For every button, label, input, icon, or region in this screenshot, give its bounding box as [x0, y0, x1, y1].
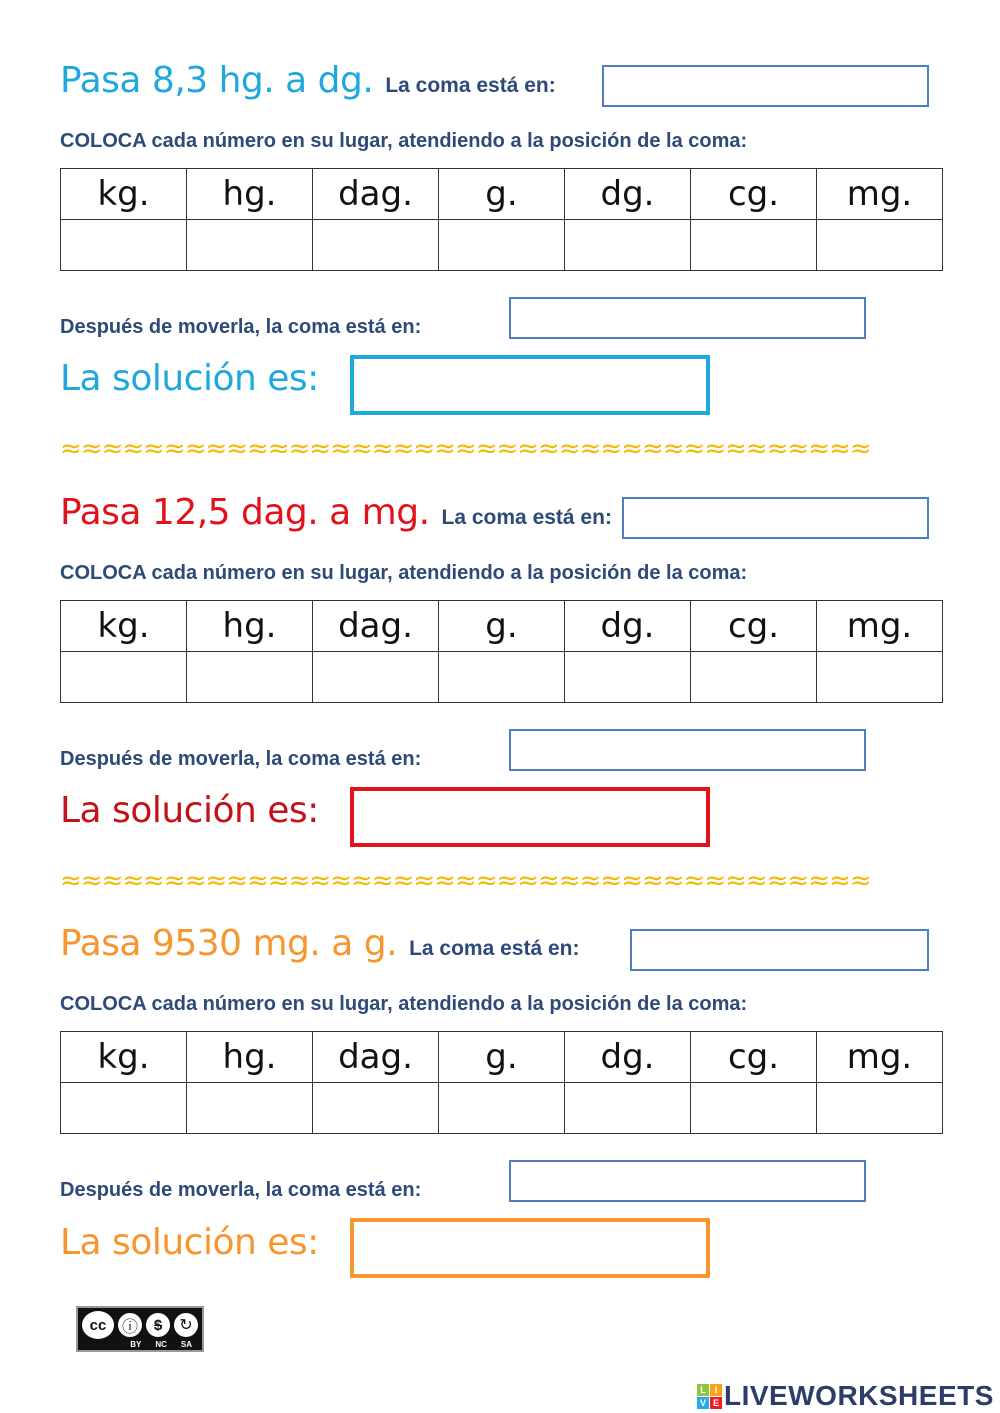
unit-dg: dg.	[565, 601, 691, 652]
instruction-bold: COLOCA	[60, 130, 146, 152]
solution-input[interactable]	[350, 355, 710, 415]
instruction-rest: cada número en su lugar, atendiendo a la posición de la coma:	[145, 993, 748, 1015]
instruction-bold: COLOCA	[60, 562, 146, 584]
solution-input[interactable]	[350, 787, 710, 847]
units-table	[60, 168, 943, 271]
digit-input-dg[interactable]	[565, 220, 691, 271]
digit-input-mg[interactable]	[817, 652, 943, 703]
solution-label: La solución es:	[60, 790, 319, 831]
logo-tile-v: V	[697, 1397, 709, 1409]
units-header-row	[61, 601, 943, 652]
digit-input-dag[interactable]	[313, 220, 439, 271]
digit-input-cg[interactable]	[691, 220, 817, 271]
attribution-icon: ⓘ	[118, 1313, 142, 1337]
digit-input-dg[interactable]	[565, 1083, 691, 1134]
cc-license-badge	[76, 1306, 204, 1352]
unit-mg: mg.	[817, 1032, 943, 1083]
digit-input-mg[interactable]	[817, 1083, 943, 1134]
instruction	[60, 993, 747, 1016]
solution-label: La solución es:	[60, 358, 319, 399]
after-move-input[interactable]	[509, 297, 866, 339]
instruction	[60, 562, 747, 585]
coma-position-input[interactable]	[622, 497, 929, 539]
exercise-title: Pasa 8,3 hg. a dg.	[60, 60, 374, 101]
digit-input-kg[interactable]	[61, 220, 187, 271]
digit-input-g[interactable]	[439, 220, 565, 271]
instruction-rest: cada número en su lugar, atendiendo a la posición de la coma:	[145, 562, 748, 584]
unit-hg: hg.	[187, 1032, 313, 1083]
cc-labels	[78, 1340, 202, 1349]
liveworksheets-logo-icon	[697, 1384, 722, 1409]
solution-label: La solución es:	[60, 1222, 319, 1263]
section-1-title	[60, 60, 556, 101]
sharealike-icon: ↻	[174, 1313, 198, 1337]
unit-g: g.	[439, 601, 565, 652]
cc-label-nc: NC	[155, 1340, 167, 1349]
unit-g: g.	[439, 1032, 565, 1083]
coma-position-input[interactable]	[602, 65, 929, 107]
solution-input[interactable]	[350, 1218, 710, 1278]
units-table	[60, 600, 943, 703]
cc-icon: cc	[82, 1311, 114, 1339]
exercise-title: Pasa 9530 mg. a g.	[60, 923, 398, 964]
digit-input-row	[61, 652, 943, 703]
digit-input-row	[61, 1083, 943, 1134]
after-move-label: Después de moverla, la coma está en:	[60, 316, 422, 338]
liveworksheets-brand[interactable]	[697, 1380, 994, 1412]
digit-input-kg[interactable]	[61, 1083, 187, 1134]
coma-label: La coma está en:	[409, 937, 580, 960]
exercise-title: Pasa 12,5 dag. a mg.	[60, 492, 430, 533]
digit-input-hg[interactable]	[187, 220, 313, 271]
after-move-input[interactable]	[509, 1160, 866, 1202]
unit-cg: cg.	[691, 601, 817, 652]
unit-dg: dg.	[565, 169, 691, 220]
logo-tile-i: I	[710, 1384, 722, 1396]
digit-input-dg[interactable]	[565, 652, 691, 703]
instruction-rest: cada número en su lugar, atendiendo a la posición de la coma:	[145, 130, 748, 152]
brand-name: LIVEWORKSHEETS	[724, 1380, 994, 1411]
separator: ≈≈≈≈≈≈≈≈≈≈≈≈≈≈≈≈≈≈≈≈≈≈≈≈≈≈≈≈≈≈≈≈≈≈≈≈≈≈≈	[60, 866, 871, 896]
unit-dg: dg.	[565, 1032, 691, 1083]
cc-label-by: BY	[130, 1340, 142, 1349]
after-move-label: Después de moverla, la coma está en:	[60, 748, 422, 770]
unit-g: g.	[439, 169, 565, 220]
digit-input-dag[interactable]	[313, 1083, 439, 1134]
unit-kg: kg.	[61, 601, 187, 652]
cc-label-sa: SA	[180, 1340, 192, 1349]
section-2-title	[60, 492, 612, 533]
digit-input-cg[interactable]	[691, 652, 817, 703]
unit-hg: hg.	[187, 169, 313, 220]
digit-input-g[interactable]	[439, 1083, 565, 1134]
unit-cg: cg.	[691, 169, 817, 220]
logo-tile-l: L	[697, 1384, 709, 1396]
units-header-row	[61, 169, 943, 220]
digit-input-kg[interactable]	[61, 652, 187, 703]
unit-kg: kg.	[61, 169, 187, 220]
separator: ≈≈≈≈≈≈≈≈≈≈≈≈≈≈≈≈≈≈≈≈≈≈≈≈≈≈≈≈≈≈≈≈≈≈≈≈≈≈≈	[60, 434, 871, 464]
unit-kg: kg.	[61, 1032, 187, 1083]
coma-label: La coma está en:	[385, 74, 556, 97]
unit-dag: dag.	[313, 601, 439, 652]
cc-symbols	[78, 1308, 202, 1339]
digit-input-mg[interactable]	[817, 220, 943, 271]
unit-hg: hg.	[187, 601, 313, 652]
units-table	[60, 1031, 943, 1134]
coma-label: La coma está en:	[441, 506, 612, 529]
unit-cg: cg.	[691, 1032, 817, 1083]
logo-tile-e: E	[710, 1397, 722, 1409]
instruction-bold: COLOCA	[60, 993, 146, 1015]
instruction	[60, 130, 747, 153]
unit-dag: dag.	[313, 1032, 439, 1083]
digit-input-dag[interactable]	[313, 652, 439, 703]
noncommercial-icon: $	[146, 1313, 170, 1337]
digit-input-g[interactable]	[439, 652, 565, 703]
after-move-label: Después de moverla, la coma está en:	[60, 1179, 422, 1201]
digit-input-hg[interactable]	[187, 652, 313, 703]
digit-input-hg[interactable]	[187, 1083, 313, 1134]
after-move-input[interactable]	[509, 729, 866, 771]
unit-mg: mg.	[817, 169, 943, 220]
digit-input-row	[61, 220, 943, 271]
coma-position-input[interactable]	[630, 929, 929, 971]
unit-mg: mg.	[817, 601, 943, 652]
unit-dag: dag.	[313, 169, 439, 220]
digit-input-cg[interactable]	[691, 1083, 817, 1134]
units-header-row	[61, 1032, 943, 1083]
section-3-title	[60, 923, 579, 964]
